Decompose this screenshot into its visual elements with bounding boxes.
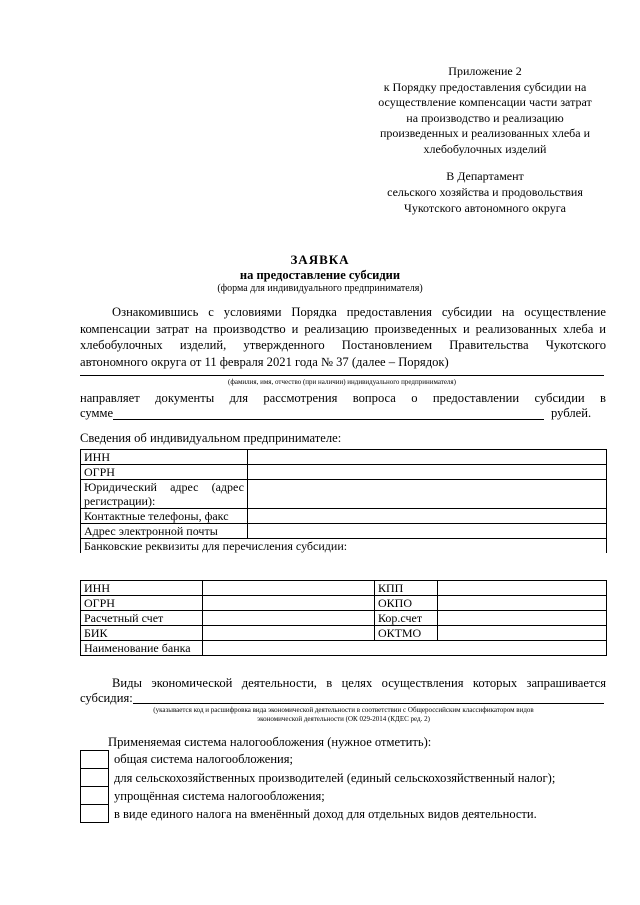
tax-checkbox-agricultural[interactable] [80,768,109,787]
info-label: Юридический адрес (адрес регистрации): [81,480,248,509]
table-row [81,480,607,509]
info-label: Контактные телефоны, факс [81,509,248,524]
bank-value-field[interactable] [438,581,607,596]
recipient-line: Чукотского автономного округа [404,201,566,215]
tax-checkbox-imputed[interactable] [80,804,109,823]
info-heading: Сведения об индивидуальном предпринимателе: [80,431,342,445]
bank-value-field[interactable] [438,626,607,641]
bank-label: ОКТМО [375,626,438,641]
sum-suffix: рублей. [551,406,592,420]
bank-label: Кор.счет [375,611,438,626]
bank-details-table [80,580,607,656]
activity-label: субсидия: [80,691,133,705]
intro-line: Ознакомившись с условиями Порядка предоставления субсидии на осуществление [112,305,606,319]
info-value-field[interactable] [248,465,607,480]
sends-line: направляет документы для рассмотрения вопроса о предоставлении субсидии в [80,391,606,405]
intro-line: хлебобулочных изделий, утвержденного Постановлением Правительства Чукотского [80,338,606,352]
bank-value-field[interactable] [203,596,375,611]
tax-option-label: в виде единого налога на вменённый доход для отдельных видов деятельности. [114,807,537,821]
info-value-field[interactable] [248,450,607,465]
table-row [81,524,607,539]
bank-value-field[interactable] [438,596,607,611]
bank-label: Расчетный счет [81,611,203,626]
recipient-line: В Департамент [446,169,524,183]
bank-value-field[interactable] [203,581,375,596]
table-row [81,596,607,611]
activity-hint: (указывается код и расшифровка вида экономической деятельности в соответствии с Общероссийским классификатором видов [153,706,534,714]
appendix-line: хлебобулочных изделий [423,141,547,156]
tax-option-label: для сельскохозяйственных производителей (единый сельскохозяйственный налог); [114,771,556,785]
appendix-line: Приложение 2 [448,64,522,78]
document-subtitle: на предоставление субсидии [239,268,401,282]
appendix-line: произведенных и реализованных хлеба и [380,126,590,140]
bank-value-field[interactable] [203,626,375,641]
document-title: ЗАЯВКА [290,252,350,267]
activity-hint: экономической деятельности (ОК 029-2014 (КДЕС ред. 2) [257,715,430,723]
bank-label: Наименование банка [81,641,203,656]
tax-checkbox-simplified[interactable] [80,786,109,805]
table-row [81,539,607,554]
recipient-line: сельского хозяйства и продовольствия [387,185,583,199]
intro-line: компенсации затрат на производство и реализацию произведенных и реализованных хлеба и [80,321,606,336]
bank-value-field[interactable] [203,611,375,626]
info-label: ИНН [81,450,248,465]
bank-label: ОГРН [81,596,203,611]
sum-field-line[interactable] [113,419,544,420]
info-value-field[interactable] [248,480,607,509]
recipient-block [360,168,610,216]
table-row [81,611,607,626]
table-row [81,465,607,480]
activity-line: Виды экономической деятельности, в целях осуществления которых запрашивается [112,676,606,690]
bank-label: КПП [375,581,438,596]
fio-field-line[interactable] [80,375,604,376]
bank-label: ИНН [81,581,203,596]
sum-label: сумме [80,406,114,420]
bank-name-field[interactable] [203,641,607,656]
tax-checkbox-general[interactable] [80,750,109,769]
bank-label: БИК [81,626,203,641]
fio-hint: (фамилия, имя, отчество (при наличии) индивидуального предпринимателя) [228,378,456,386]
intro-line: автономного округа от 11 февраля 2021 года № 37 (далее – Порядок) [80,354,449,369]
tax-heading: Применяемая система налогообложения (нужное отметить): [108,735,432,749]
table-row [81,641,607,656]
appendix-line: на производство и реализацию [406,110,564,125]
info-value-field[interactable] [248,524,607,539]
info-label: ОГРН [81,465,248,480]
appendix-line: к Порядку предоставления субсидии на [383,79,587,94]
table-row [81,626,607,641]
tax-option-label: общая система налогообложения; [114,752,293,766]
tax-option-label: упрощённая система налогообложения; [114,789,325,803]
appendix-line: осуществление компенсации части затрат [378,95,592,109]
info-value-field[interactable] [248,509,607,524]
table-row [81,450,607,465]
bank-label: ОКПО [375,596,438,611]
activity-field-line[interactable] [133,703,604,704]
intro-paragraph [80,304,606,370]
bank-value-field[interactable] [438,611,607,626]
table-row [81,509,607,524]
appendix-header [350,64,620,157]
form-note: (форма для индивидуального предпринимателя) [217,283,423,294]
entrepreneur-info-table [80,449,607,553]
info-label: Адрес электронной почты [81,524,248,539]
table-row [81,581,607,596]
bank-heading: Банковские реквизиты для перечисления субсидии: [81,539,607,554]
